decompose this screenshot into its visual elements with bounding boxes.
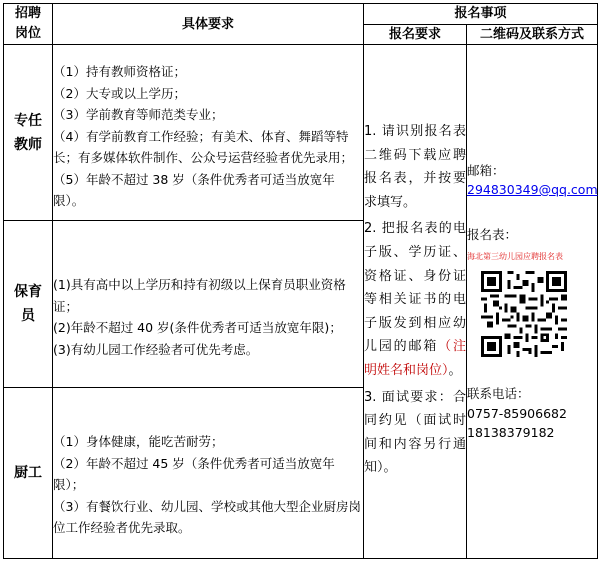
requirement-line: （3）学前教育等师范类专业； — [53, 107, 224, 123]
phone-number-2: 18138379182 — [467, 425, 555, 440]
requirement-line: （4）有学前教育工作经验；有美术、体育、舞蹈等特长；有多媒体软件制作、公众号运营经验者优先录用； — [53, 128, 354, 166]
position-nurse-text: 保育员 — [14, 284, 42, 324]
phone-number-1: 0757-85906682 — [467, 406, 567, 421]
requirements-cook — [53, 388, 364, 559]
requirement-line: （2）大专或以上学历； — [53, 85, 186, 101]
signup-item-2-text: 2. 把报名表的电子版、学历证、资格证、身份证等相关证书的电子版发到相应幼儿园的邮箱 — [364, 221, 466, 355]
position-nurse — [4, 221, 53, 388]
requirements-nurse — [53, 221, 364, 388]
position-teacher-text: 专任教师 — [14, 112, 42, 153]
requirement-line: （1）持有教师资格证； — [53, 64, 186, 80]
signup-item-2 — [364, 217, 466, 382]
position-cook — [4, 388, 53, 559]
signup-item-1: 1. 请识别报名表二维码下载应聘报名表，并按要求填写。 — [364, 124, 466, 210]
recruitment-table — [3, 3, 598, 559]
header-signup-req: 报名要求 — [364, 24, 467, 45]
signup-item-2-note: （注明姓名和岗位） — [364, 339, 466, 378]
requirement-line: （3）有餐饮行业、幼儿园、学校或其他大型企业厨房岗位工作经验者优先录取。 — [53, 498, 361, 536]
signup-requirements — [364, 45, 467, 559]
qr-caption: 海北第三幼儿园应聘报名表 — [467, 252, 563, 261]
requirement-line: （2）年龄不超过 45 岁（条件优秀者可适当放宽年限）； — [53, 455, 335, 493]
header-position — [4, 4, 53, 45]
position-cook-text: 厨工 — [14, 465, 42, 481]
requirement-line: (1)具有高中以上学历和持有初级以上保育员职业资格证； — [53, 277, 346, 314]
phone-label: 联系电话： — [467, 386, 530, 401]
contact-info — [467, 45, 598, 559]
requirement-line: （1）身体健康，能吃苦耐劳； — [53, 434, 224, 450]
form-label: 报名表： — [467, 227, 518, 242]
requirement-line: （5）年龄不超过 38 岁（条件优秀者可适当放宽年限）。 — [53, 171, 335, 209]
qr-code-icon[interactable] — [481, 271, 567, 357]
header-position-text: 招聘岗位 — [14, 6, 41, 41]
signup-item-2-end: 。 — [448, 362, 462, 378]
signup-item-3: 3. 面试要求：合同约见（面试时间和内容另行通知）。 — [364, 389, 466, 476]
email-link[interactable]: 294830349@qq.com — [467, 182, 598, 197]
email-label: 邮箱： — [467, 163, 505, 178]
header-qr-contact: 二维码及联系方式 — [467, 24, 598, 45]
header-signup-items: 报名事项 — [364, 4, 598, 25]
requirement-line: (3)有幼儿园工作经验者可优先考虑。 — [53, 341, 259, 357]
position-teacher — [4, 45, 53, 221]
requirements-teacher — [53, 45, 364, 221]
requirement-line: (2)年龄不超过 40 岁(条件优秀者可适当放宽年限)； — [53, 320, 342, 335]
header-requirements: 具体要求 — [53, 4, 364, 45]
